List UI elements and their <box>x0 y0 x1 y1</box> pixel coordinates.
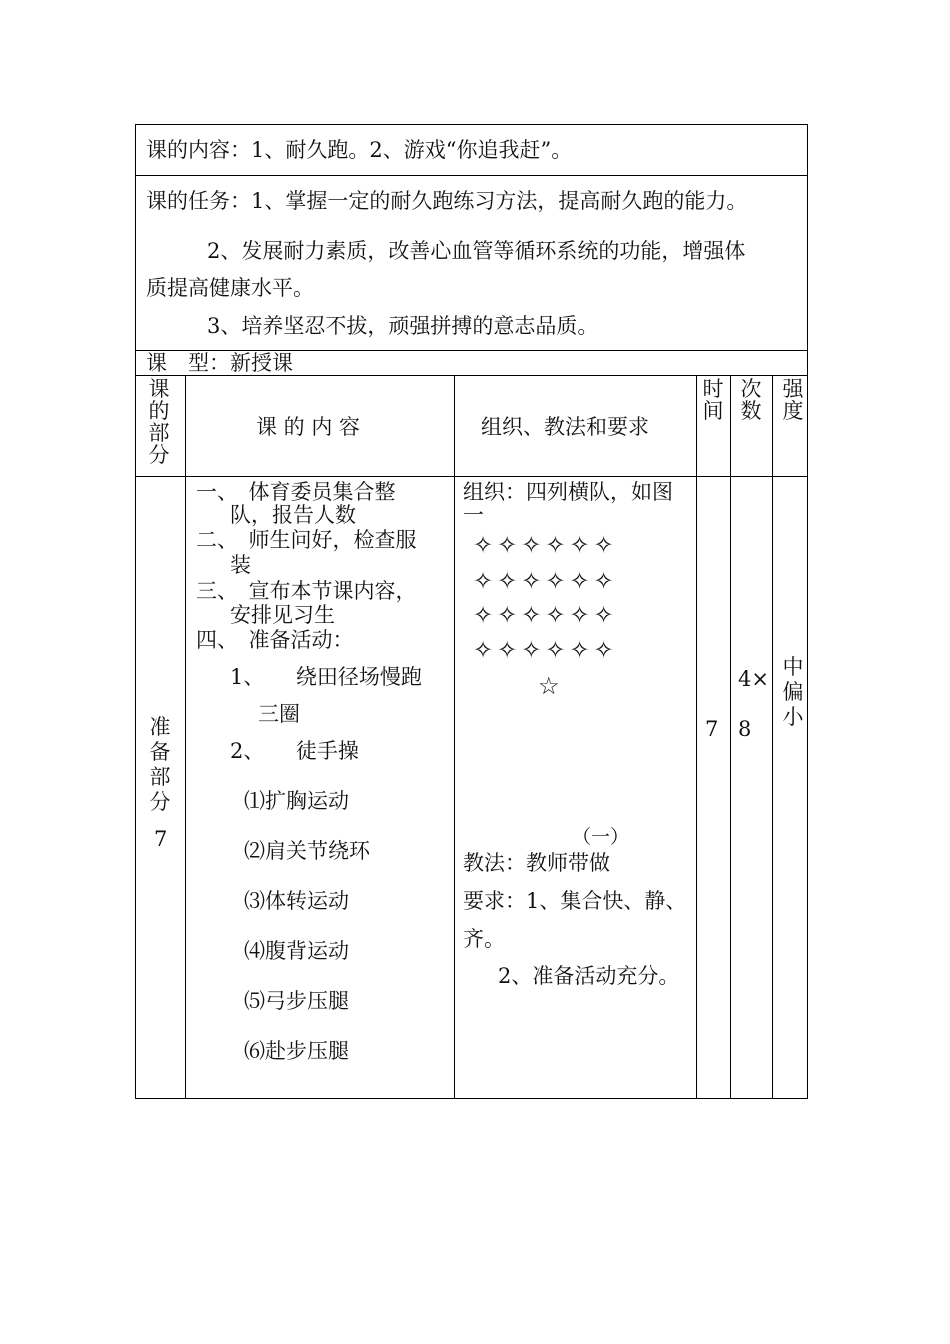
lesson-task-line-2: 2、发展耐力素质，改善心血管等循环系统的功能，增强体 <box>207 239 746 263</box>
content-item-1a: 一、 体育委员集合整 <box>196 480 396 504</box>
intensity-value: 中偏小 <box>782 655 804 729</box>
content-sub-1a: 1、 绕田径场慢跑 <box>230 665 422 689</box>
rule-after-header <box>135 476 808 477</box>
method-req-b: 齐。 <box>463 927 505 951</box>
exercise-5: ⑸弓步压腿 <box>244 989 349 1013</box>
rule-right <box>807 124 808 1099</box>
part-label: 准备部分 <box>149 715 171 814</box>
header-method: 组织、教法和要求 <box>481 415 649 439</box>
content-sub-2: 2、 徒手操 <box>230 739 359 763</box>
content-item-4: 四、 准备活动： <box>196 628 354 652</box>
lesson-task-line-1: 课的任务：1、掌握一定的耐久跑练习方法，提高耐久跑的能力。 <box>146 189 748 213</box>
rule-col5 <box>772 375 773 1099</box>
formation-row-2: ✧✧✧✧✧✧ <box>473 567 618 595</box>
method-req-a: 要求：1、集合快、静、 <box>463 889 687 913</box>
count-value-b: 8 <box>738 717 752 741</box>
content-item-3b: 安排见习生 <box>230 603 335 627</box>
formation-row-3: ✧✧✧✧✧✧ <box>473 601 618 629</box>
rule-bottom <box>135 1098 808 1099</box>
rule-top <box>135 124 808 125</box>
header-intensity: 强度 <box>782 377 804 423</box>
header-content: 课 的 内 容 <box>256 415 361 439</box>
rule-left <box>135 124 136 1099</box>
rule-after-content <box>135 175 808 176</box>
rule-col1 <box>185 375 186 1099</box>
content-sub-1b: 三圈 <box>258 702 300 726</box>
rule-col4 <box>730 375 731 1099</box>
teacher-star-icon: ☆ <box>538 672 564 700</box>
formation-row-4: ✧✧✧✧✧✧ <box>473 636 618 664</box>
method-teach: 教法：教师带做 <box>463 851 610 875</box>
rule-after-type <box>135 375 808 376</box>
formation-row-1: ✧✧✧✧✧✧ <box>473 531 618 559</box>
method-req-c: 2、准备活动充分。 <box>498 964 680 988</box>
rule-col3 <box>696 375 697 1099</box>
header-time: 时间 <box>702 377 724 423</box>
part-minutes: 7 <box>154 827 168 851</box>
lesson-type-key: 课 型： <box>146 351 230 375</box>
lesson-task-line-3: 质提高健康水平。 <box>146 276 314 300</box>
method-org-b: 一 <box>463 503 484 527</box>
content-item-3a: 三、 宣布本节课内容， <box>196 579 417 603</box>
rule-col2 <box>454 375 455 1099</box>
header-part: 课的部分 <box>148 377 170 467</box>
exercise-3: ⑶体转运动 <box>244 889 349 913</box>
time-value: 7 <box>705 717 719 741</box>
content-item-1b: 队，报告人数 <box>230 503 356 527</box>
method-org-a: 组织：四列横队，如图 <box>463 480 673 504</box>
exercise-1: ⑴扩胸运动 <box>244 789 349 813</box>
exercise-4: ⑷腹背运动 <box>244 939 349 963</box>
content-item-2a: 二、 师生问好，检查服 <box>196 528 417 552</box>
count-value-a: 4× <box>738 667 769 691</box>
lesson-task-line-4: 3、培养坚忍不拔，顽强拼搏的意志品质。 <box>207 314 599 338</box>
lesson-type-value: 新授课 <box>230 351 293 375</box>
lesson-content-text: 课的内容：1、耐久跑。2、游戏“你追我赶”。 <box>146 138 573 162</box>
exercise-6: ⑹赴步压腿 <box>244 1039 349 1063</box>
lesson-type-label <box>146 351 293 375</box>
header-count: 次数 <box>740 377 762 423</box>
figure-caption: （一） <box>572 826 630 848</box>
exercise-2: ⑵肩关节绕环 <box>244 839 370 863</box>
content-item-2b: 装 <box>230 553 251 577</box>
